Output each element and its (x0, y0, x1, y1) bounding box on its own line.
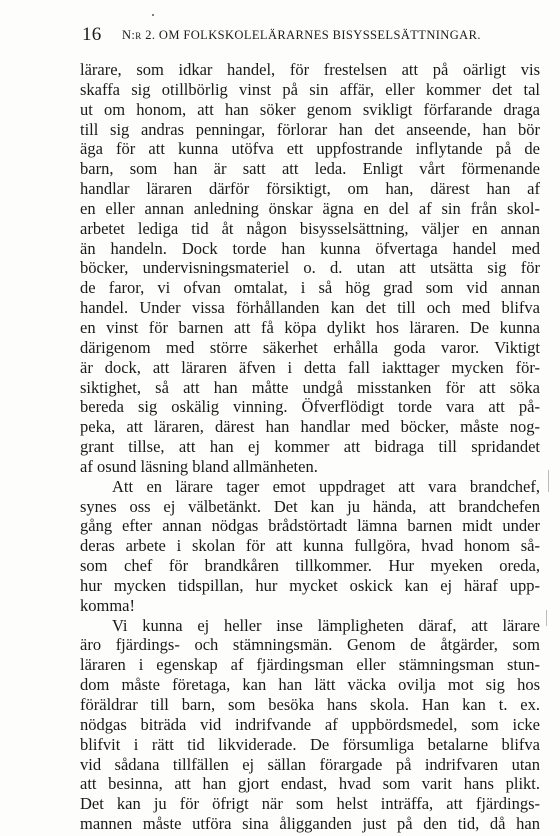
text-line: nödgas biträda vid indrifvande af uppbördsmedel, som icke (80, 714, 540, 734)
text-line: de faror, vi ofvan omtalat, i så hög grad som vid annan (80, 278, 540, 298)
text-line: föräldrar till barn, som besöka hans skola. Han kan t. ex. (80, 695, 540, 714)
text-line: handlar läraren därför försiktigt, om han, därest han af (80, 179, 540, 199)
text-line: hur mycken tidspillan, hur mycket oskick kan ej häraf upp- (80, 575, 540, 595)
text-line: en eller annan anledning önskar ägna en del af sin från skol- (80, 198, 540, 218)
text-line: siktighet, så att han måtte undgå misstanken för att söka (80, 377, 540, 397)
text-line: Vi kunna ej heller inse lämpligheten däraf, att lärare (112, 615, 540, 635)
running-head-title: N:r 2. OM FOLKSKOLELÄRARNES BISYSSELSÄTTNINGAR. (122, 28, 481, 42)
text-line: af osund läsning bland allmänheten. (80, 456, 318, 476)
text-line: därigenom med större säkerhet erhålla goda varor. Viktigt (80, 337, 540, 357)
text-line: komma! (80, 595, 135, 615)
text-line: dom måste företaga, kan han lätt väcka ovilja mot sig hos (80, 675, 540, 695)
text-line: bereda sig oskälig vinning. Öfverflödigt torde vara att på- (80, 397, 540, 417)
text-line: är dock, att läraren äfven i detta fall iakttager mycken för- (80, 357, 540, 377)
text-line: äga för att kunna utöfva ett uppfostrande inflytande på de (80, 139, 540, 159)
text-line: som chef för brandkåren tillkommer. Hur myeken oreda, (80, 556, 540, 576)
text-line: vid sådana tillfällen ej sällan förargade på indrifvaren utan (80, 754, 540, 774)
text-line: peka, att läraren, därest han handlar med böcker, måste nog- (80, 417, 540, 437)
text-line: gång efter annan nödgas brådstörtadt lämna barnen midt under (80, 516, 540, 536)
page-edge-mark (548, 470, 549, 492)
text-line: än handeln. Dock torde han kunna öfvertaga handel med (80, 238, 540, 258)
running-head (82, 24, 537, 46)
text-line: till sig andras penningar, förlorar han det anseende, han bör (80, 119, 540, 139)
text-line: skaffa sig otillbörlig vinst på sin affär, eller kommer det tal (80, 79, 540, 99)
text-line: äro fjärdings- och stämningsmän. Genom de åtgärder, som (80, 635, 540, 655)
text-line: mannen måste utföra sina åligganden just på den tid, då han (80, 814, 540, 834)
page-number: 16 (82, 24, 102, 45)
text-line: blifvit i rätt tid likviderade. De försumliga betalarne blifva (80, 734, 540, 754)
text-line: lärare, som idkar handel, för frestelsen att på oärligt vis (80, 60, 540, 79)
text-line: arbetet lediga tid åt någon bisysselsättning, väljer en annan (80, 218, 540, 238)
text-line: synes oss ej välbetänkt. Det kan ju hända, att brandchefen (80, 496, 540, 516)
text-line: barn, som han är satt att leda. Enligt vårt förmenande (80, 159, 540, 179)
text-line: böcker, undervisningsmateriel o. d. utan att utsätta sig för (80, 258, 540, 278)
text-line: att besinna, att han gjort endast, hvad som varit hans plikt. (80, 774, 540, 794)
text-line: ut om honom, att han söker genom svikligt förfarande draga (80, 99, 540, 119)
text-line: handel. Under vissa förhållanden kan det till och med blifva (80, 298, 540, 318)
text-line: deras arbete i skolan för att kunna fullgöra, hvad honom så- (80, 536, 540, 556)
page-edge-mark (546, 610, 547, 626)
text-line: läraren i egenskap af fjärdingsman eller stämningsman stun- (80, 655, 540, 675)
body-text (80, 60, 540, 834)
text-line: en vinst för barnen att få köpa dylikt hos läraren. De kunna (80, 317, 540, 337)
text-line: grant tillse, att han ej kommer att bidraga till spridandet (80, 437, 540, 457)
text-line: Det kan ju för öfrigt när som helst inträffa, att fjärdings- (80, 794, 540, 814)
print-speck (152, 14, 154, 16)
text-line: Att en lärare tager emot uppdraget att vara brandchef, (112, 476, 540, 496)
